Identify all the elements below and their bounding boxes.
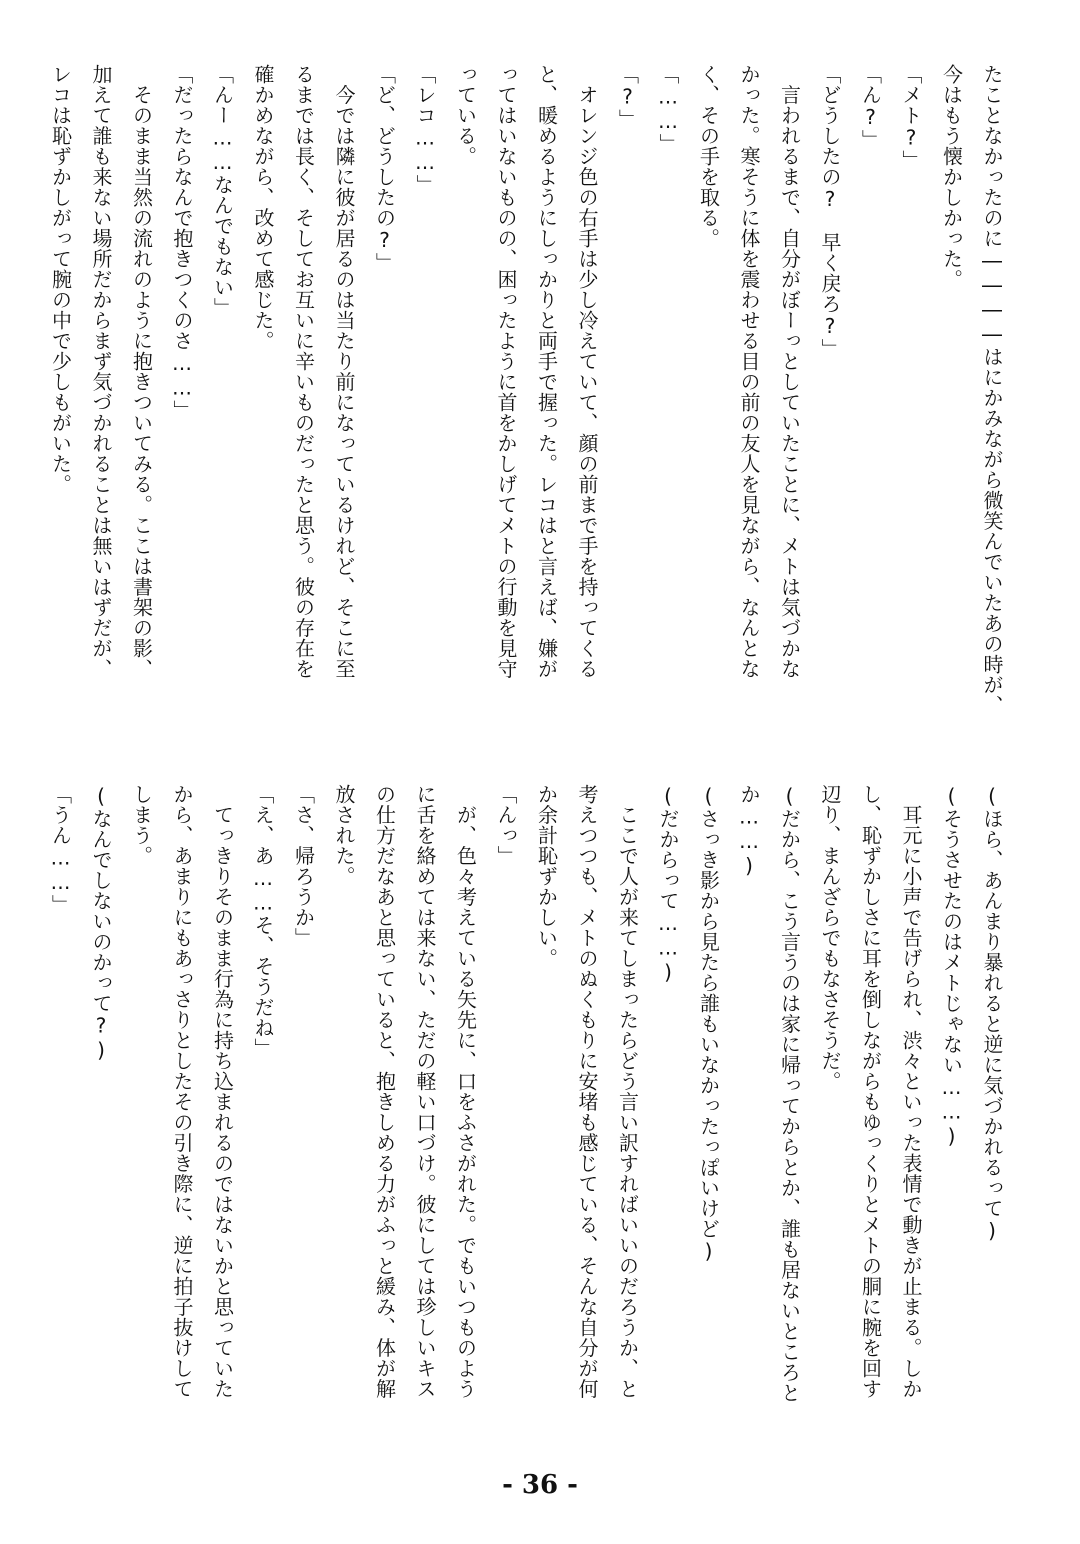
text-line: と、暖めるようにしっかりと両手で握った。レコはと言えば、嫌が (534, 64, 559, 679)
top-text-block (48, 64, 1012, 744)
text-line: っている。 (453, 64, 478, 167)
text-line: 「レコ……」 (413, 64, 437, 195)
text-line: 「ん?」 (858, 64, 883, 150)
text-line: たことなかったのに――――はにかみながら微笑んでいたあの時が、 (980, 64, 1004, 716)
text-line: 「え、あ……そ、そうだね」 (251, 784, 275, 1059)
text-line: オレンジ色の右手は少し冷えていて、顔の前まで手を持ってくる (575, 64, 599, 679)
text-line: 加えて誰も来ない場所だからまず気づかれることは無いはずだが、 (89, 64, 113, 679)
text-line: 「だったらなんで抱きつくのさ……」 (170, 64, 194, 421)
text-line: し、恥ずかしさに耳を倒しながらもゆっくりとメトの胴に腕を回す (858, 784, 883, 1399)
text-line: 「んっ」 (494, 784, 518, 866)
text-line: (ほら、あんまり暴れると逆に気づかれるって) (980, 784, 1004, 1243)
text-line: 今はもう懐かしかった。 (939, 64, 964, 290)
page-number: - 36 - (502, 1470, 578, 1500)
text-line: 「メト?」 (899, 64, 923, 171)
text-line: 今では隣に彼が居るのは当たり前になっているけれど、そこに至 (332, 64, 356, 679)
text-line: レコは恥ずかしがって腕の中で少しもがいた。 (48, 64, 73, 495)
text-line: (なんでしないのかって?) (89, 784, 113, 1063)
text-line: 「うん……」 (48, 784, 73, 915)
text-line: 「?」 (615, 64, 640, 130)
text-line: (だからって……) (656, 784, 680, 985)
text-line: 確かめながら、改めて感じた。 (251, 64, 275, 351)
text-line: か余計恥ずかしい。 (534, 784, 559, 969)
text-line: か……) (737, 784, 761, 878)
text-line: 「ど、どうしたの?」 (372, 64, 397, 273)
text-line: ここで人が来てしまったらどう言い訳すればいいのだろうか、と (615, 784, 640, 1399)
text-line: 「さ、帰ろうか」 (291, 784, 316, 948)
text-line: 考えつつも、メトのぬくもりに安堵も感じている、そんな自分が何 (575, 784, 599, 1399)
text-line: 放された。 (332, 784, 356, 887)
text-line: く、その手を取る。 (696, 64, 721, 249)
text-line: 言われるまで、自分がぼーっとしていたことに、メトは気づかな (777, 64, 802, 679)
bottom-text-block (48, 784, 1012, 1474)
text-line: の仕方だなあと思っていると、抱きしめる力がふっと緩み、体が解 (372, 784, 397, 1399)
text-line: 「んー……なんでもない」 (210, 64, 235, 318)
text-line: かった。寒そうに体を震わせる目の前の友人を見ながら、なんとな (737, 64, 761, 679)
text-line: に舌を絡めては来ない、ただの軽い口づけ。彼にしては珍しいキス (413, 784, 437, 1399)
text-line: から、あまりにもあっさりとしたその引き際に、逆に拍子抜けして (170, 784, 194, 1399)
text-line: 「どうしたの? 早く戻ろ?」 (818, 64, 842, 359)
text-line: 耳元に小声で告げられ、渋々といった表情で動きが止まる。しか (899, 784, 923, 1399)
text-line: (だから、こう言うのは家に帰ってからとか、誰も居ないところと (777, 784, 802, 1403)
text-line: (さっき影から見たら誰もいなかったっぽいけど) (696, 784, 721, 1264)
text-line: が、色々考えている矢先に、口をふさがれた。でもいつものよう (453, 784, 478, 1399)
text-line: ってはいないものの、困ったように首をかしげてメトの行動を見守 (494, 64, 518, 679)
text-line: 「……」 (656, 64, 680, 154)
text-line: 辺り、まんざらでもなさそうだ。 (818, 784, 842, 1092)
text-line: そのまま当然の流れのように抱きついてみる。ここは書架の影、 (129, 64, 154, 679)
text-line: しまう。 (129, 784, 154, 866)
text-line: (そうさせたのはメトじゃない……) (939, 784, 964, 1149)
text-line: るまでは長く、そしてお互いに辛いものだったと思う。彼の存在を (291, 64, 316, 679)
text-line: てっきりそのまま行為に持ち込まれるのではないかと思っていた (210, 784, 235, 1399)
